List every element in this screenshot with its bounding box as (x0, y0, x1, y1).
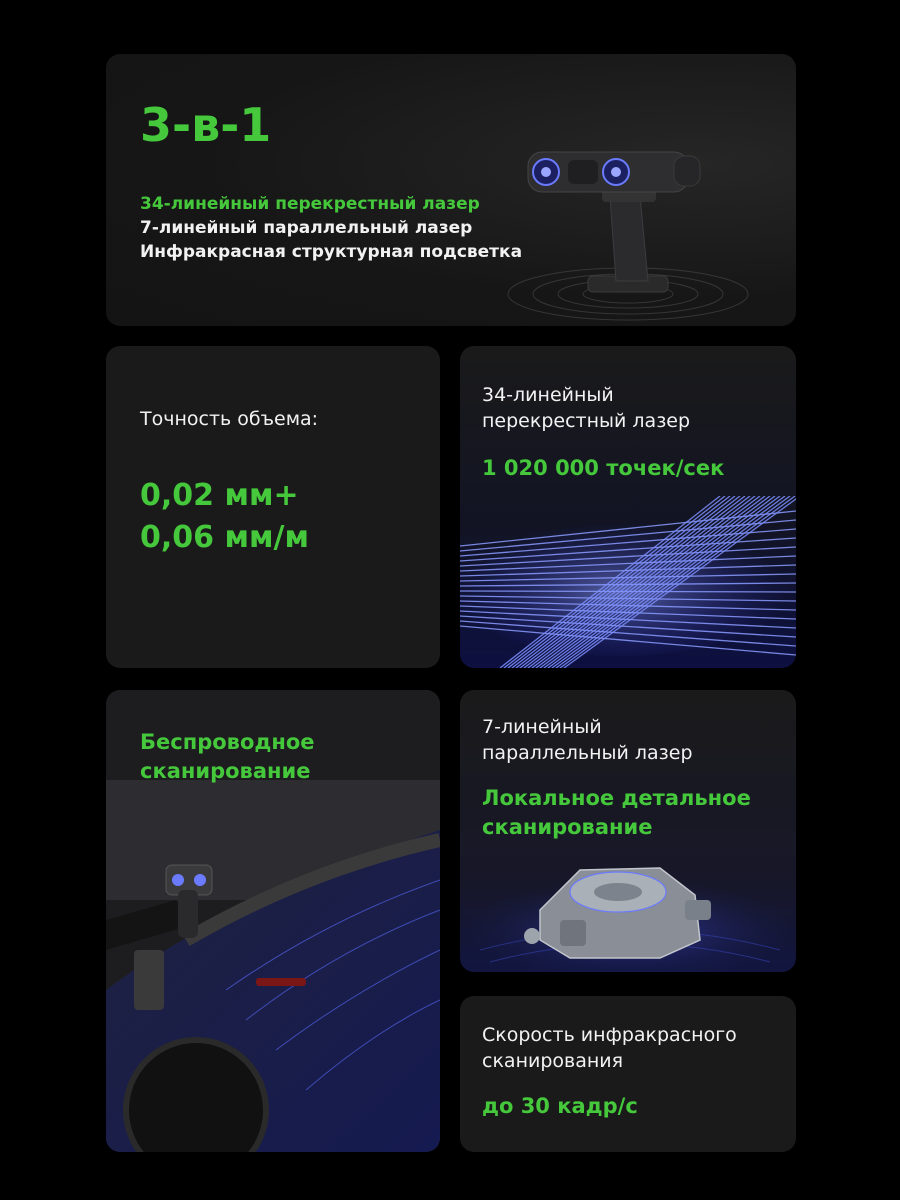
accuracy-value-per-meter: 0,06 мм/м (140, 520, 309, 555)
cross-laser-title-line1: 34-линейный (482, 384, 614, 406)
scanner-device-image (498, 96, 758, 326)
infrared-title-line2: сканирования (482, 1050, 624, 1072)
infrared-title-line1: Скорость инфракрасного (482, 1024, 737, 1046)
card-3-in-1-title: 3-в-1 (140, 98, 272, 152)
cross-laser-lines-image (460, 496, 796, 668)
card-cross-laser (460, 346, 796, 668)
laser-mode-parallel: 7-линейный параллельный лазер (140, 218, 473, 238)
infrared-title (482, 1022, 737, 1074)
cross-laser-title (482, 382, 690, 434)
parallel-laser-title-line2: параллельный лазер (482, 742, 693, 764)
infrared-rate: до 30 кадр/с (482, 1094, 638, 1118)
wireless-title (140, 728, 315, 786)
parallel-laser-subtitle (482, 784, 751, 842)
engine-part-image (460, 840, 796, 972)
card-wireless-scanning (106, 690, 440, 1152)
parallel-laser-title-line1: 7-линейный (482, 716, 602, 738)
wireless-title-line2: сканирование (140, 759, 311, 783)
laser-modes-list (140, 192, 522, 264)
cross-laser-rate: 1 020 000 точек/сек (482, 456, 725, 480)
parallel-laser-subtitle-line2: сканирование (482, 815, 653, 839)
parallel-laser-title (482, 714, 693, 766)
laser-mode-cross: 34-линейный перекрестный лазер (140, 194, 480, 214)
card-3-in-1 (106, 54, 796, 326)
card-parallel-laser (460, 690, 796, 972)
cross-laser-title-line2: перекрестный лазер (482, 410, 691, 432)
card-accuracy (106, 346, 440, 668)
parallel-laser-subtitle-line1: Локальное детальное (482, 786, 751, 810)
wireless-title-line1: Беспроводное (140, 730, 315, 754)
laser-mode-infrared: Инфракрасная структурная подсветка (140, 242, 523, 262)
card-infrared-speed (460, 996, 796, 1152)
accuracy-value-base: 0,02 мм+ (140, 478, 299, 513)
accuracy-label: Точность объема: (140, 408, 319, 430)
